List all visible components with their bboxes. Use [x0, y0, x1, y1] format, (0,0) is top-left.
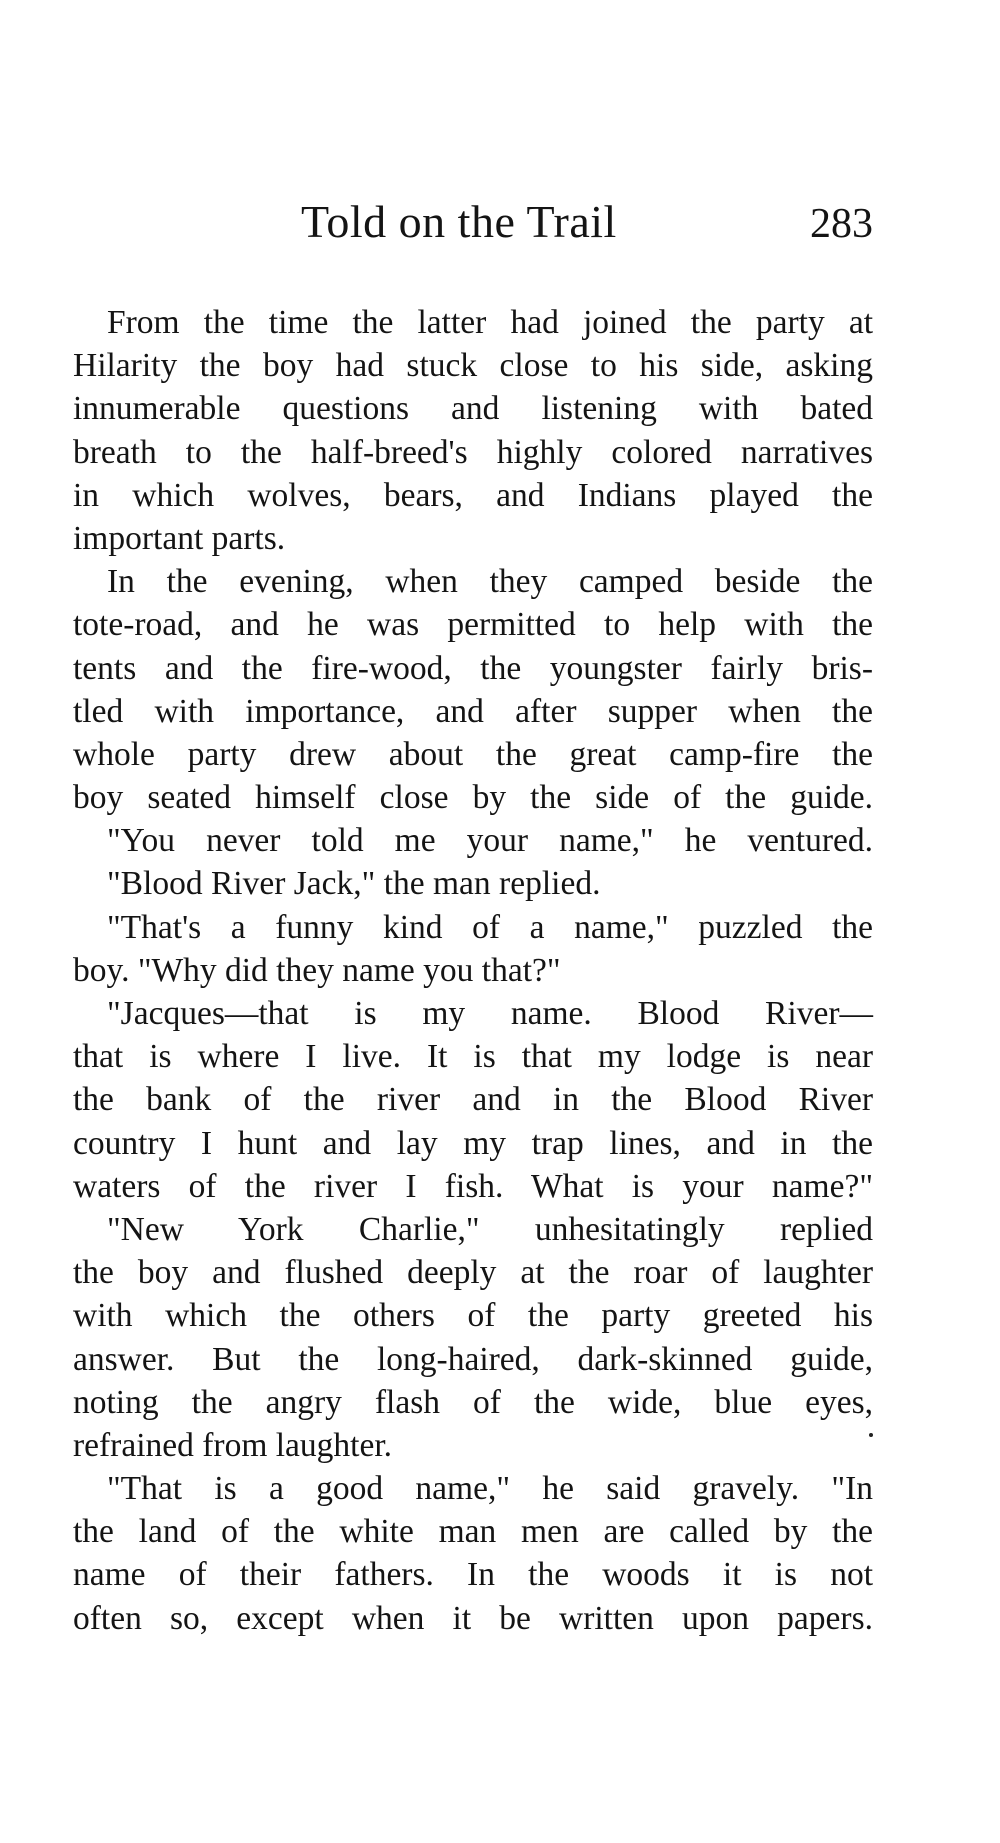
text-line: whole party drew about the great camp-fire the: [73, 735, 873, 773]
text-line: answer. But the long-haired, dark-skinned guide,: [73, 1340, 873, 1378]
text-line: boy seated himself close by the side of the guide.: [73, 779, 873, 817]
text-line: with which the others of the party greeted his: [73, 1297, 873, 1335]
text-line: "That's a funny kind of a name," puzzled the: [107, 908, 873, 946]
text-line: tote-road, and he was permitted to help with the: [73, 606, 873, 644]
text-line: the land of the white man men are called by the: [73, 1513, 873, 1551]
text-line: the bank of the river and in the Blood River: [73, 1081, 873, 1119]
text-line: that is where I live. It is that my lodge is near: [73, 1038, 873, 1076]
running-title: Told on the Trail: [301, 196, 617, 247]
text-line: waters of the river I fish. What is your name?": [73, 1167, 873, 1205]
text-line: "You never told me your name," he ventured.: [107, 822, 873, 860]
text-line: the boy and flushed deeply at the roar of laughter: [73, 1254, 873, 1292]
text-line: name of their fathers. In the woods it is not: [73, 1556, 873, 1594]
text-line: tents and the fire-wood, the youngster fairly bris-: [73, 649, 873, 687]
text-line: In the evening, when they camped beside the: [107, 563, 873, 601]
page-number: 283: [810, 201, 873, 247]
text-line: noting the angry flash of the wide, blue eyes,: [73, 1383, 873, 1421]
running-head: [73, 198, 873, 258]
text-line: tled with importance, and after supper when the: [73, 692, 873, 730]
text-line: "Jacques—that is my name. Blood River—: [107, 995, 873, 1032]
text-line: in which wolves, bears, and Indians played the: [73, 476, 873, 514]
body-text: [73, 301, 873, 1640]
text-line: "Blood River Jack," the man replied.: [107, 865, 601, 903]
text-line: "That is a good name," he said gravely. "In: [107, 1470, 873, 1508]
text-line: innumerable questions and listening with bated: [73, 390, 873, 428]
text-line: often so, except when it be written upon papers.: [73, 1599, 873, 1637]
text-line: Hilarity the boy had stuck close to his side, asking: [73, 347, 873, 385]
text-line: "New York Charlie," unhesitatingly replied: [107, 1210, 873, 1248]
text-line: From the time the latter had joined the party at: [107, 304, 873, 341]
ink-speck: [869, 1433, 873, 1437]
text-line: refrained from laughter.: [73, 1426, 393, 1464]
text-line: boy. "Why did they name you that?": [73, 951, 561, 989]
text-line: important parts.: [73, 519, 286, 557]
text-line: breath to the half-breed's highly colored narratives: [73, 433, 873, 471]
text-line: country I hunt and lay my trap lines, and in the: [73, 1124, 873, 1162]
